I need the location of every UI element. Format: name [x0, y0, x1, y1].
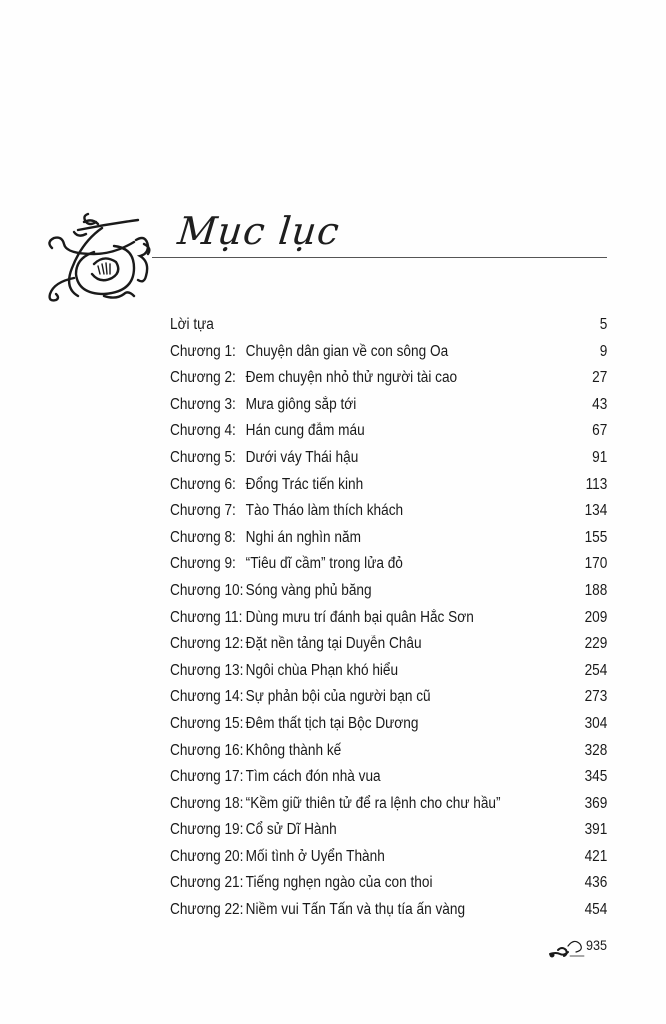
toc-entry-title: Đặt nền tảng tại Duyễn Châu — [245, 635, 422, 653]
toc-chapter-label: Chương 10: — [170, 581, 244, 599]
toc-chapter-label: Chương 17: — [170, 768, 244, 786]
toc-entry-page: 9 — [599, 342, 608, 360]
toc-chapter-label: Chương 21: — [170, 874, 244, 892]
toc-entry-page: 254 — [584, 661, 608, 679]
toc-entry[interactable] — [170, 844, 607, 871]
page-footer — [548, 938, 609, 960]
toc-entry-title: Đổng Trác tiến kinh — [245, 475, 364, 493]
toc-chapter-label: Chương 8: — [170, 528, 236, 546]
toc-entry-page: 345 — [584, 768, 608, 786]
toc-entry-page: 27 — [592, 369, 608, 387]
page-number: 935 — [586, 937, 608, 953]
toc-entry-title: Cổ sử Dĩ Hành — [245, 821, 337, 839]
toc-entry-title: “Kềm giữ thiên tử để ra lệnh cho chư hầu” — [245, 794, 501, 812]
toc-entry[interactable] — [170, 392, 607, 419]
toc-entry[interactable] — [170, 738, 607, 765]
toc-entry-page: 43 — [592, 395, 608, 413]
toc-chapter-label: Chương 1: — [170, 342, 236, 360]
toc-entry-title: Chuyện dân gian về con sông Oa — [245, 342, 449, 360]
toc-entry[interactable] — [170, 791, 607, 818]
toc-entry-page: 328 — [584, 741, 608, 759]
toc-entry-title: Niềm vui Tấn Tấn và thụ tía ấn vàng — [245, 901, 466, 919]
toc-chapter-label: Chương 22: — [170, 901, 244, 919]
toc-entry-page: 454 — [584, 901, 608, 919]
toc-entry-title: Đem chuyện nhỏ thử người tài cao — [245, 369, 458, 387]
toc-entry[interactable] — [170, 418, 607, 445]
toc-entry-page: 391 — [584, 821, 608, 839]
toc-entry[interactable] — [170, 365, 607, 392]
toc-chapter-label: Chương 14: — [170, 688, 244, 706]
toc-chapter-label: Chương 6: — [170, 475, 236, 493]
toc-entry[interactable] — [170, 764, 607, 791]
toc-entry[interactable] — [170, 578, 607, 605]
toc-entry[interactable] — [170, 897, 607, 924]
toc-chapter-label: Chương 2: — [170, 369, 236, 387]
toc-entry-title: Tiếng nghẹn ngào của con thoi — [245, 874, 433, 892]
toc-entry-title: Mưa giông sắp tới — [245, 395, 357, 413]
toc-chapter-label: Chương 5: — [170, 448, 236, 466]
toc-chapter-label: Chương 3: — [170, 395, 236, 413]
toc-entry-page: 188 — [584, 581, 608, 599]
toc-entry[interactable] — [170, 684, 607, 711]
toc-entry[interactable] — [170, 472, 607, 499]
toc-entry-preface[interactable] — [170, 312, 607, 339]
toc-entry-title: Dưới váy Thái hậu — [245, 448, 359, 466]
toc-entry-title: Tào Tháo làm thích khách — [245, 502, 404, 520]
toc-entry-page: 273 — [584, 688, 608, 706]
toc-chapter-label: Chương 9: — [170, 555, 236, 573]
table-of-contents — [170, 312, 607, 924]
toc-entry-page: 436 — [584, 874, 608, 892]
toc-entry-title: Ngôi chùa Phạn khó hiểu — [245, 661, 399, 679]
toc-chapter-label: Chương 15: — [170, 714, 244, 732]
toc-chapter-label: Chương 4: — [170, 422, 236, 440]
toc-entry-page: 67 — [592, 422, 608, 440]
toc-entry[interactable] — [170, 525, 607, 552]
toc-chapter-label: Chương 19: — [170, 821, 244, 839]
toc-entry-title: Sóng vàng phủ băng — [245, 581, 372, 599]
toc-entry[interactable] — [170, 605, 607, 632]
toc-entry-title: Sự phản bội của người bạn cũ — [245, 688, 431, 706]
toc-entry-page: 229 — [584, 635, 608, 653]
toc-entry-title: “Tiêu dĩ cầm” trong lửa đỏ — [245, 555, 403, 573]
toc-entry-title: Mối tình ở Uyển Thành — [245, 847, 385, 865]
toc-chapter-label: Chương 16: — [170, 741, 244, 759]
toc-entry[interactable] — [170, 711, 607, 738]
toc-entry-page: 113 — [585, 475, 608, 493]
toc-entry-title: Dùng mưu trí đánh bại quân Hắc Sơn — [245, 608, 474, 626]
toc-chapter-label: Chương 11: — [170, 608, 243, 626]
toc-entry-page: 134 — [584, 502, 608, 520]
toc-entry-page: 209 — [584, 608, 608, 626]
toc-entry[interactable] — [170, 498, 607, 525]
toc-entry-page: 91 — [592, 448, 608, 466]
toc-entry-title: Lời tựa — [170, 316, 214, 333]
toc-entry[interactable] — [170, 870, 607, 897]
toc-entry[interactable] — [170, 551, 607, 578]
toc-entry-page: 155 — [584, 528, 608, 546]
toc-entry[interactable] — [170, 658, 607, 685]
toc-entry-page: 170 — [584, 555, 608, 573]
toc-entry-title: Tìm cách đón nhà vua — [245, 768, 381, 786]
title-divider — [152, 257, 607, 258]
toc-entry-page: 5 — [599, 316, 608, 333]
toc-entry-title: Nghi án nghìn năm — [245, 528, 361, 546]
flourish-icon — [548, 938, 588, 960]
floral-ornament-icon — [44, 208, 156, 304]
toc-chapter-label: Chương 12: — [170, 635, 244, 653]
toc-entry-title: Đêm thất tịch tại Bộc Dương — [245, 714, 419, 732]
toc-chapter-label: Chương 20: — [170, 847, 244, 865]
toc-chapter-label: Chương 18: — [170, 794, 244, 812]
toc-entry-page: 369 — [584, 794, 608, 812]
toc-entry-page: 421 — [584, 847, 608, 865]
toc-entry-title: Không thành kế — [245, 741, 342, 759]
toc-entry[interactable] — [170, 445, 607, 472]
toc-entry-page: 304 — [584, 714, 608, 732]
toc-chapter-label: Chương 13: — [170, 661, 244, 679]
toc-entry[interactable] — [170, 339, 607, 366]
toc-entry-title: Hán cung đẫm máu — [245, 422, 365, 440]
toc-chapter-label: Chương 7: — [170, 502, 236, 520]
toc-entry[interactable] — [170, 817, 607, 844]
toc-entry[interactable] — [170, 631, 607, 658]
page-title: Mục lục — [175, 209, 342, 253]
